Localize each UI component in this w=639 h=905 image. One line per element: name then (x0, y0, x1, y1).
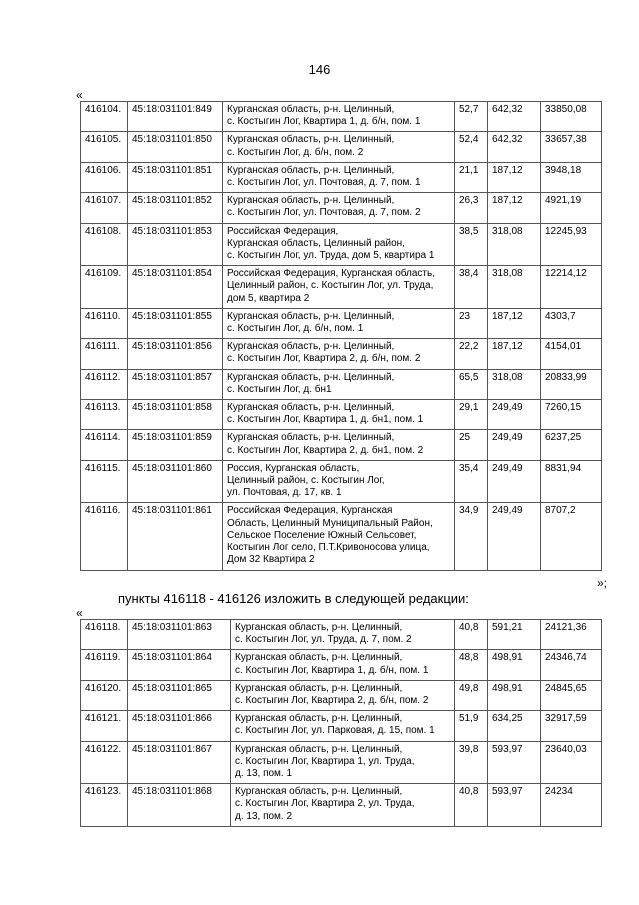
address-cell: Курганская область, р-н. Целинный, с. Костыгин Лог, Квартира 1, д. б/н, пом. 1 (231, 650, 455, 680)
cadastral-number-cell: 45:18:031101:868 (128, 784, 231, 827)
row-number-cell: 416105. (81, 132, 128, 162)
cadastral-number-cell: 45:18:031101:861 (128, 503, 223, 570)
area-cell: 21,1 (455, 162, 488, 192)
cadastral-value-cell: 4921,19 (541, 193, 602, 223)
cadastral-number-cell: 45:18:031101:857 (128, 369, 223, 399)
open-quote-2: « (76, 606, 83, 620)
table-row (81, 503, 602, 570)
row-number-cell: 416111. (81, 339, 128, 369)
table-row (81, 102, 602, 132)
area-cell: 25 (455, 430, 488, 460)
row-number-cell: 416116. (81, 503, 128, 570)
address-cell: Российская Федерация, Курганская область, Целинный район, с. Костыгин Лог, ул. Труда, дом 5, квартира 1 (223, 223, 455, 266)
area-cell: 51,9 (455, 711, 488, 741)
cadastral-value-cell: 8707,2 (541, 503, 602, 570)
cadastral-number-cell: 45:18:031101:854 (128, 266, 223, 309)
address-cell: Курганская область, р-н. Целинный, с. Костыгин Лог, Квартира 2, д. б/н, пом. 2 (231, 680, 455, 710)
cadastral-number-cell: 45:18:031101:863 (128, 620, 231, 650)
table-row (81, 339, 602, 369)
table-row (81, 430, 602, 460)
cadastral-number-cell: 45:18:031101:864 (128, 650, 231, 680)
area-cell: 39,8 (455, 741, 488, 784)
table-row (81, 680, 602, 710)
address-cell: Курганская область, р-н. Целинный, с. Костыгин Лог, Квартира 2, д. бн1, пом. 2 (223, 430, 455, 460)
table-row (81, 132, 602, 162)
cadastral-value-cell: 32917,59 (541, 711, 602, 741)
cadastral-number-cell: 45:18:031101:855 (128, 308, 223, 338)
address-cell: Курганская область, р-н. Целинный, с. Костыгин Лог, д. б/н, пом. 2 (223, 132, 455, 162)
unit-value-cell: 249,49 (488, 503, 541, 570)
address-cell: Российская Федерация, Курганская область, Целинный район, с. Костыгин Лог, ул. Труда, дом 5, квартира 2 (223, 266, 455, 309)
table-row (81, 266, 602, 309)
unit-value-cell: 187,12 (488, 308, 541, 338)
table-row (81, 162, 602, 192)
area-cell: 26,3 (455, 193, 488, 223)
cadastral-number-cell: 45:18:031101:859 (128, 430, 223, 460)
cadastral-number-cell: 45:18:031101:860 (128, 460, 223, 503)
cadastral-number-cell: 45:18:031101:865 (128, 680, 231, 710)
area-cell: 65,5 (455, 369, 488, 399)
cadastral-value-cell: 24234 (541, 784, 602, 827)
cadastral-value-cell: 20833,99 (541, 369, 602, 399)
area-cell: 48,8 (455, 650, 488, 680)
row-number-cell: 416114. (81, 430, 128, 460)
unit-value-cell: 249,49 (488, 460, 541, 503)
table-row (81, 784, 602, 827)
cadastral-value-cell: 24346,74 (541, 650, 602, 680)
unit-value-cell: 249,49 (488, 430, 541, 460)
unit-value-cell: 498,91 (488, 680, 541, 710)
unit-value-cell: 187,12 (488, 162, 541, 192)
close-quote: »; (597, 576, 608, 590)
area-cell: 40,8 (455, 620, 488, 650)
row-number-cell: 416109. (81, 266, 128, 309)
cadastral-number-cell: 45:18:031101:852 (128, 193, 223, 223)
cadastral-value-cell: 7260,15 (541, 400, 602, 430)
unit-value-cell: 187,12 (488, 339, 541, 369)
table-row (81, 711, 602, 741)
address-cell: Курганская область, р-н. Целинный, с. Костыгин Лог, ул. Почтовая, д. 7, пом. 1 (223, 162, 455, 192)
cadastral-value-cell: 33850,08 (541, 102, 602, 132)
area-cell: 38,5 (455, 223, 488, 266)
area-cell: 29,1 (455, 400, 488, 430)
address-cell: Курганская область, р-н. Целинный, с. Костыгин Лог, ул. Труда, д. 7, пом. 2 (231, 620, 455, 650)
row-number-cell: 416107. (81, 193, 128, 223)
table-row (81, 460, 602, 503)
row-number-cell: 416121. (81, 711, 128, 741)
unit-value-cell: 498,91 (488, 650, 541, 680)
table-row (81, 741, 602, 784)
address-cell: Курганская область, р-н. Целинный, с. Костыгин Лог, д. б/н, пом. 1 (223, 308, 455, 338)
address-cell: Курганская область, р-н. Целинный, с. Костыгин Лог, ул. Почтовая, д. 7, пом. 2 (223, 193, 455, 223)
address-cell: Курганская область, р-н. Целинный, с. Костыгин Лог, Квартира 1, д. б/н, пом. 1 (223, 102, 455, 132)
address-cell: Российская Федерация, Курганская Область, Целинный Муниципальный Район, Сельское Поселение Южный Сельсовет, Костыгин Лог село, П.Т.Кривоносова улица, Дом 32 Квартира 2 (223, 503, 455, 570)
address-cell: Курганская область, р-н. Целинный, с. Костыгин Лог, Квартира 2, д. б/н, пом. 2 (223, 339, 455, 369)
cadastral-value-cell: 4154,01 (541, 339, 602, 369)
cadastral-number-cell: 45:18:031101:853 (128, 223, 223, 266)
unit-value-cell: 318,08 (488, 369, 541, 399)
cadastral-number-cell: 45:18:031101:858 (128, 400, 223, 430)
row-number-cell: 416106. (81, 162, 128, 192)
row-number-cell: 416119. (81, 650, 128, 680)
unit-value-cell: 593,97 (488, 741, 541, 784)
page-number: 146 (308, 62, 331, 77)
area-cell: 22,2 (455, 339, 488, 369)
cadastral-value-cell: 24121,36 (541, 620, 602, 650)
row-number-cell: 416123. (81, 784, 128, 827)
table-row (81, 308, 602, 338)
row-number-cell: 416122. (81, 741, 128, 784)
area-cell: 49,8 (455, 680, 488, 710)
cadastral-value-cell: 4303,7 (541, 308, 602, 338)
address-cell: Курганская область, р-н. Целинный, с. Костыгин Лог, Квартира 1, д. бн1, пом. 1 (223, 400, 455, 430)
area-cell: 40,8 (455, 784, 488, 827)
row-number-cell: 416118. (81, 620, 128, 650)
cadastral-number-cell: 45:18:031101:866 (128, 711, 231, 741)
unit-value-cell: 634,25 (488, 711, 541, 741)
unit-value-cell: 318,08 (488, 266, 541, 309)
unit-value-cell: 249,49 (488, 400, 541, 430)
table-row (81, 369, 602, 399)
area-cell: 23 (455, 308, 488, 338)
row-number-cell: 416115. (81, 460, 128, 503)
address-cell: Россия, Курганская область, Целинный район, с. Костыгин Лог, ул. Почтовая, д. 17, кв. 1 (223, 460, 455, 503)
table-row (81, 620, 602, 650)
address-cell: Курганская область, р-н. Целинный, с. Костыгин Лог, Квартира 1, ул. Труда, д. 13, пом. 1 (231, 741, 455, 784)
area-cell: 52,7 (455, 102, 488, 132)
cadastral-number-cell: 45:18:031101:856 (128, 339, 223, 369)
cadastral-value-cell: 23640,03 (541, 741, 602, 784)
area-cell: 35,4 (455, 460, 488, 503)
row-number-cell: 416110. (81, 308, 128, 338)
cadastral-value-cell: 12245,93 (541, 223, 602, 266)
unit-value-cell: 591,21 (488, 620, 541, 650)
table-row (81, 223, 602, 266)
unit-value-cell: 642,32 (488, 102, 541, 132)
unit-value-cell: 318,08 (488, 223, 541, 266)
registry-table-1 (80, 101, 602, 571)
cadastral-number-cell: 45:18:031101:850 (128, 132, 223, 162)
unit-value-cell: 593,97 (488, 784, 541, 827)
row-number-cell: 416104. (81, 102, 128, 132)
table-row (81, 650, 602, 680)
row-number-cell: 416113. (81, 400, 128, 430)
cadastral-value-cell: 8831,94 (541, 460, 602, 503)
cadastral-number-cell: 45:18:031101:851 (128, 162, 223, 192)
cadastral-value-cell: 24845,65 (541, 680, 602, 710)
area-cell: 38,4 (455, 266, 488, 309)
cadastral-number-cell: 45:18:031101:849 (128, 102, 223, 132)
unit-value-cell: 642,32 (488, 132, 541, 162)
address-cell: Курганская область, р-н. Целинный, с. Костыгин Лог, ул. Парковая, д. 15, пом. 1 (231, 711, 455, 741)
address-cell: Курганская область, р-н. Целинный, с. Костыгин Лог, Квартира 2, ул. Труда, д. 13, пом. 2 (231, 784, 455, 827)
registry-table-2 (80, 619, 602, 827)
table-row (81, 193, 602, 223)
row-number-cell: 416120. (81, 680, 128, 710)
cadastral-number-cell: 45:18:031101:867 (128, 741, 231, 784)
area-cell: 34,9 (455, 503, 488, 570)
open-quote-1: « (76, 88, 83, 102)
cadastral-value-cell: 33657,38 (541, 132, 602, 162)
address-cell: Курганская область, р-н. Целинный, с. Костыгин Лог, д. бн1 (223, 369, 455, 399)
table-row (81, 400, 602, 430)
unit-value-cell: 187,12 (488, 193, 541, 223)
amendment-paragraph: пункты 416118 - 416126 изложить в следующей редакции: (118, 591, 469, 606)
row-number-cell: 416108. (81, 223, 128, 266)
cadastral-value-cell: 12214,12 (541, 266, 602, 309)
row-number-cell: 416112. (81, 369, 128, 399)
cadastral-value-cell: 6237,25 (541, 430, 602, 460)
area-cell: 52,4 (455, 132, 488, 162)
cadastral-value-cell: 3948,18 (541, 162, 602, 192)
